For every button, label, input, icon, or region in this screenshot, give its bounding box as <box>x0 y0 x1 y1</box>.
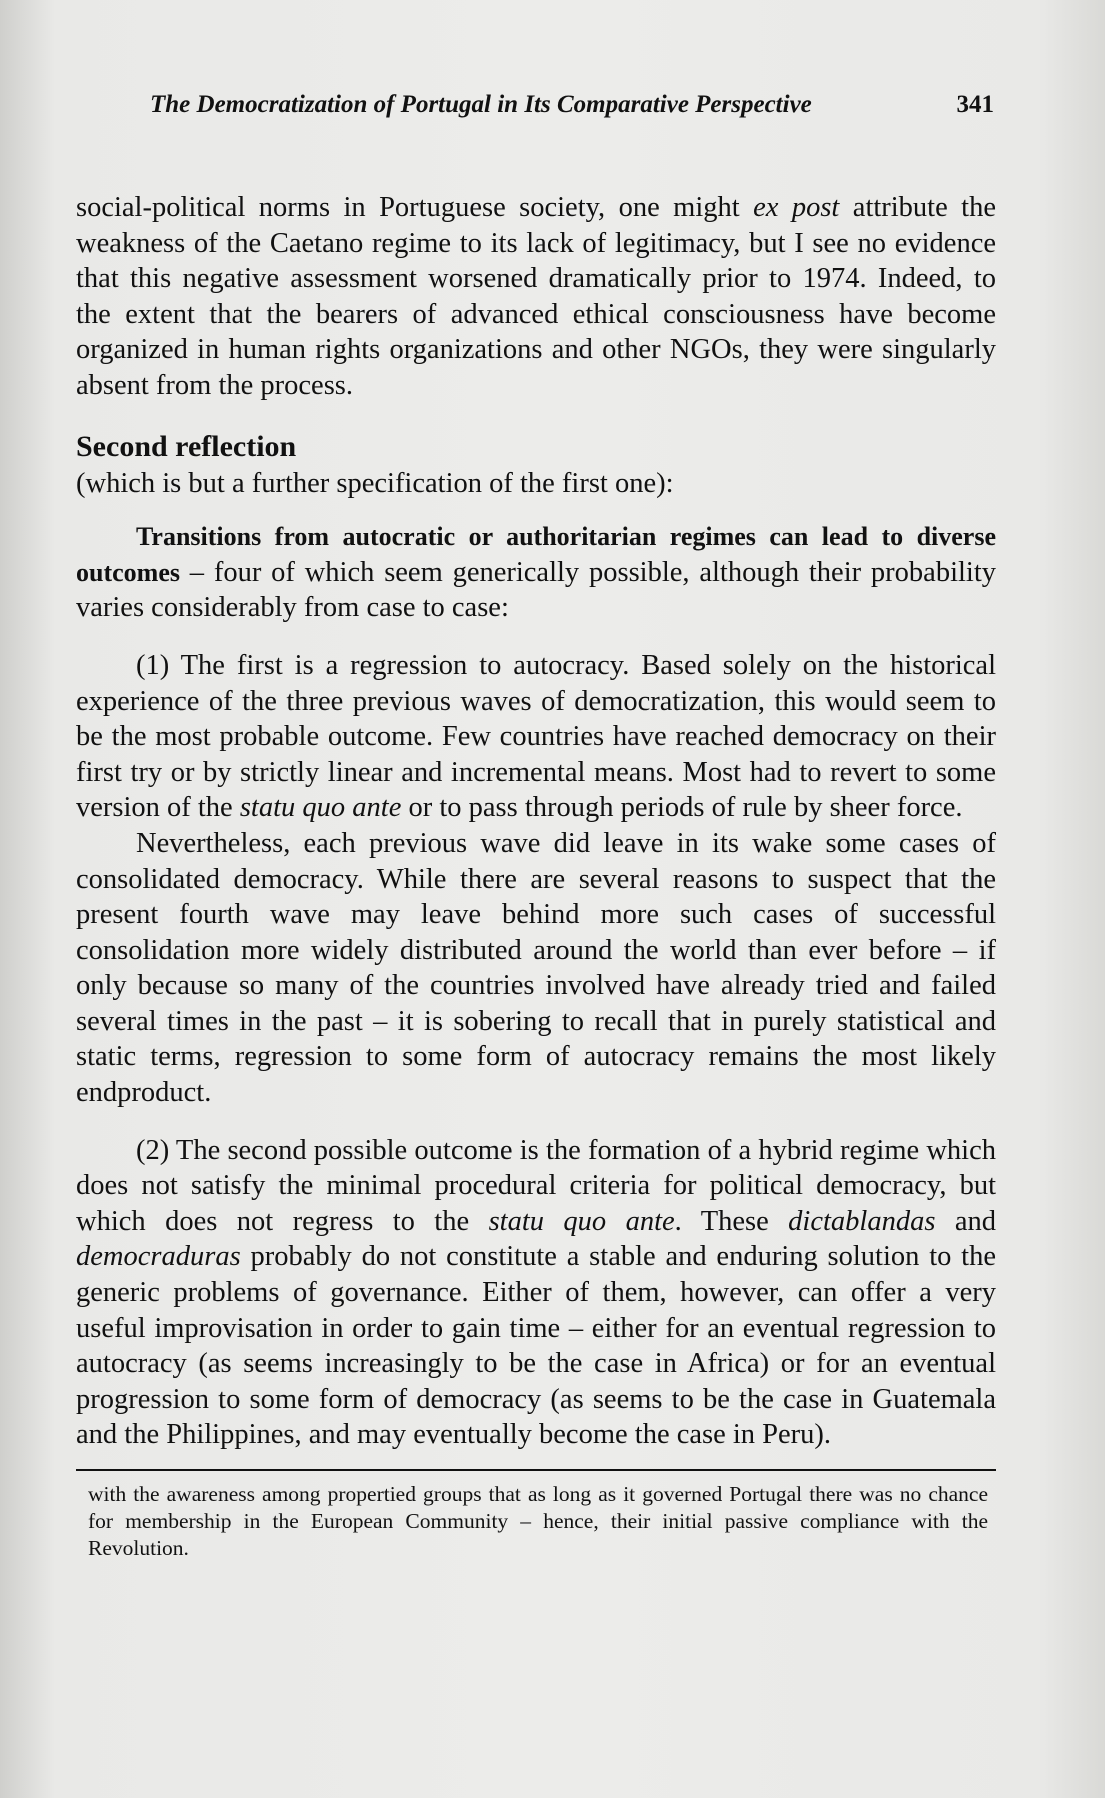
paragraph-text: (2) The second possible outcome is the formation of a hybrid regime which does not satisfy the minimal procedural criteria for political democracy, but which does not regress to the <box>76 1134 996 1237</box>
page-content <box>76 90 996 1562</box>
running-title: The Democratization of Portugal in Its Comparative Perspective <box>150 91 812 118</box>
italic-term: ex post <box>753 192 840 223</box>
footnote-text: with the awareness among propertied groups that as long as it governed Portugal there was no chance for membership in the European Community – hence, their initial passive compliance with the Revolution. <box>88 1482 988 1560</box>
paragraph-text: (1) The first is a regression to autocracy. Based solely on the historical experience of the three previous waves of democratization, this would seem to be the most probable outcome. Few countries have reached democracy on their first try or by strictly linear and incremental means. Most had to revert to some version of the <box>76 649 996 824</box>
bold-lead-text: Transitions from autocratic or authoritarian regimes can lead to diverse outcomes <box>76 522 996 587</box>
section-heading: Second reflection <box>76 429 297 463</box>
paragraph-legitimacy <box>76 190 996 404</box>
paragraph-text: probably do not constitute a stable and enduring solution to the generic problems of governance. Either of them, however, can offer a very useful improvisation in order to gain time – either for an eventual regression to autocracy (as seems increasingly to be the case in Africa) or for an eventual progression to some form of democracy (as seems to be the case in Guatemala and the Philippines, and may eventually become the case in Peru). <box>76 1241 996 1451</box>
italic-term: dictablandas <box>788 1205 936 1237</box>
page-number: 341 <box>956 91 994 118</box>
paragraph-text: or to pass through periods of rule by sheer force. <box>401 792 963 824</box>
running-head <box>76 90 996 120</box>
paragraph-text: and <box>935 1205 996 1237</box>
paragraph-text: social-political norms in Portuguese society, one might <box>76 192 754 223</box>
paragraph-text: . These <box>674 1205 789 1237</box>
footnote-divider <box>76 1469 996 1471</box>
paragraph-outcome-1 <box>76 648 996 826</box>
paragraph-transitions <box>76 519 996 626</box>
paragraph-nevertheless: Nevertheless, each previous wave did leave in its wake some cases of consolidated democracy. While there are several reasons to suspect that the present fourth wave may leave behind more such cases of successful consolidation more widely distributed around the world than ever before – if only because so many of the countries involved have already tried and failed several times in the past – it is sobering to recall that in purely statistical and static terms, regression to some form of autocracy remains the most likely endproduct. <box>76 827 996 1109</box>
section-subheading: (which is but a further specification of the first one): <box>76 467 674 499</box>
italic-term: statu quo ante <box>239 792 402 824</box>
italic-term: statu quo ante <box>488 1205 675 1237</box>
italic-term: democraduras <box>76 1241 241 1273</box>
paragraph-text: attribute the weakness of the Caetano regime to its lack of legitimacy, but I see no evidence that this negative assessment worsened dramatically prior to 1974. Indeed, to the extent that the bearers of advanced ethical consciousness have become organized in human rights organizations and other NGOs, they were singularly absent from the process. <box>76 192 997 401</box>
paragraph-text: – four of which seem generically possible, although their probability varies considerably from case to case: <box>76 556 996 624</box>
paragraph-outcome-2 <box>76 1133 996 1453</box>
